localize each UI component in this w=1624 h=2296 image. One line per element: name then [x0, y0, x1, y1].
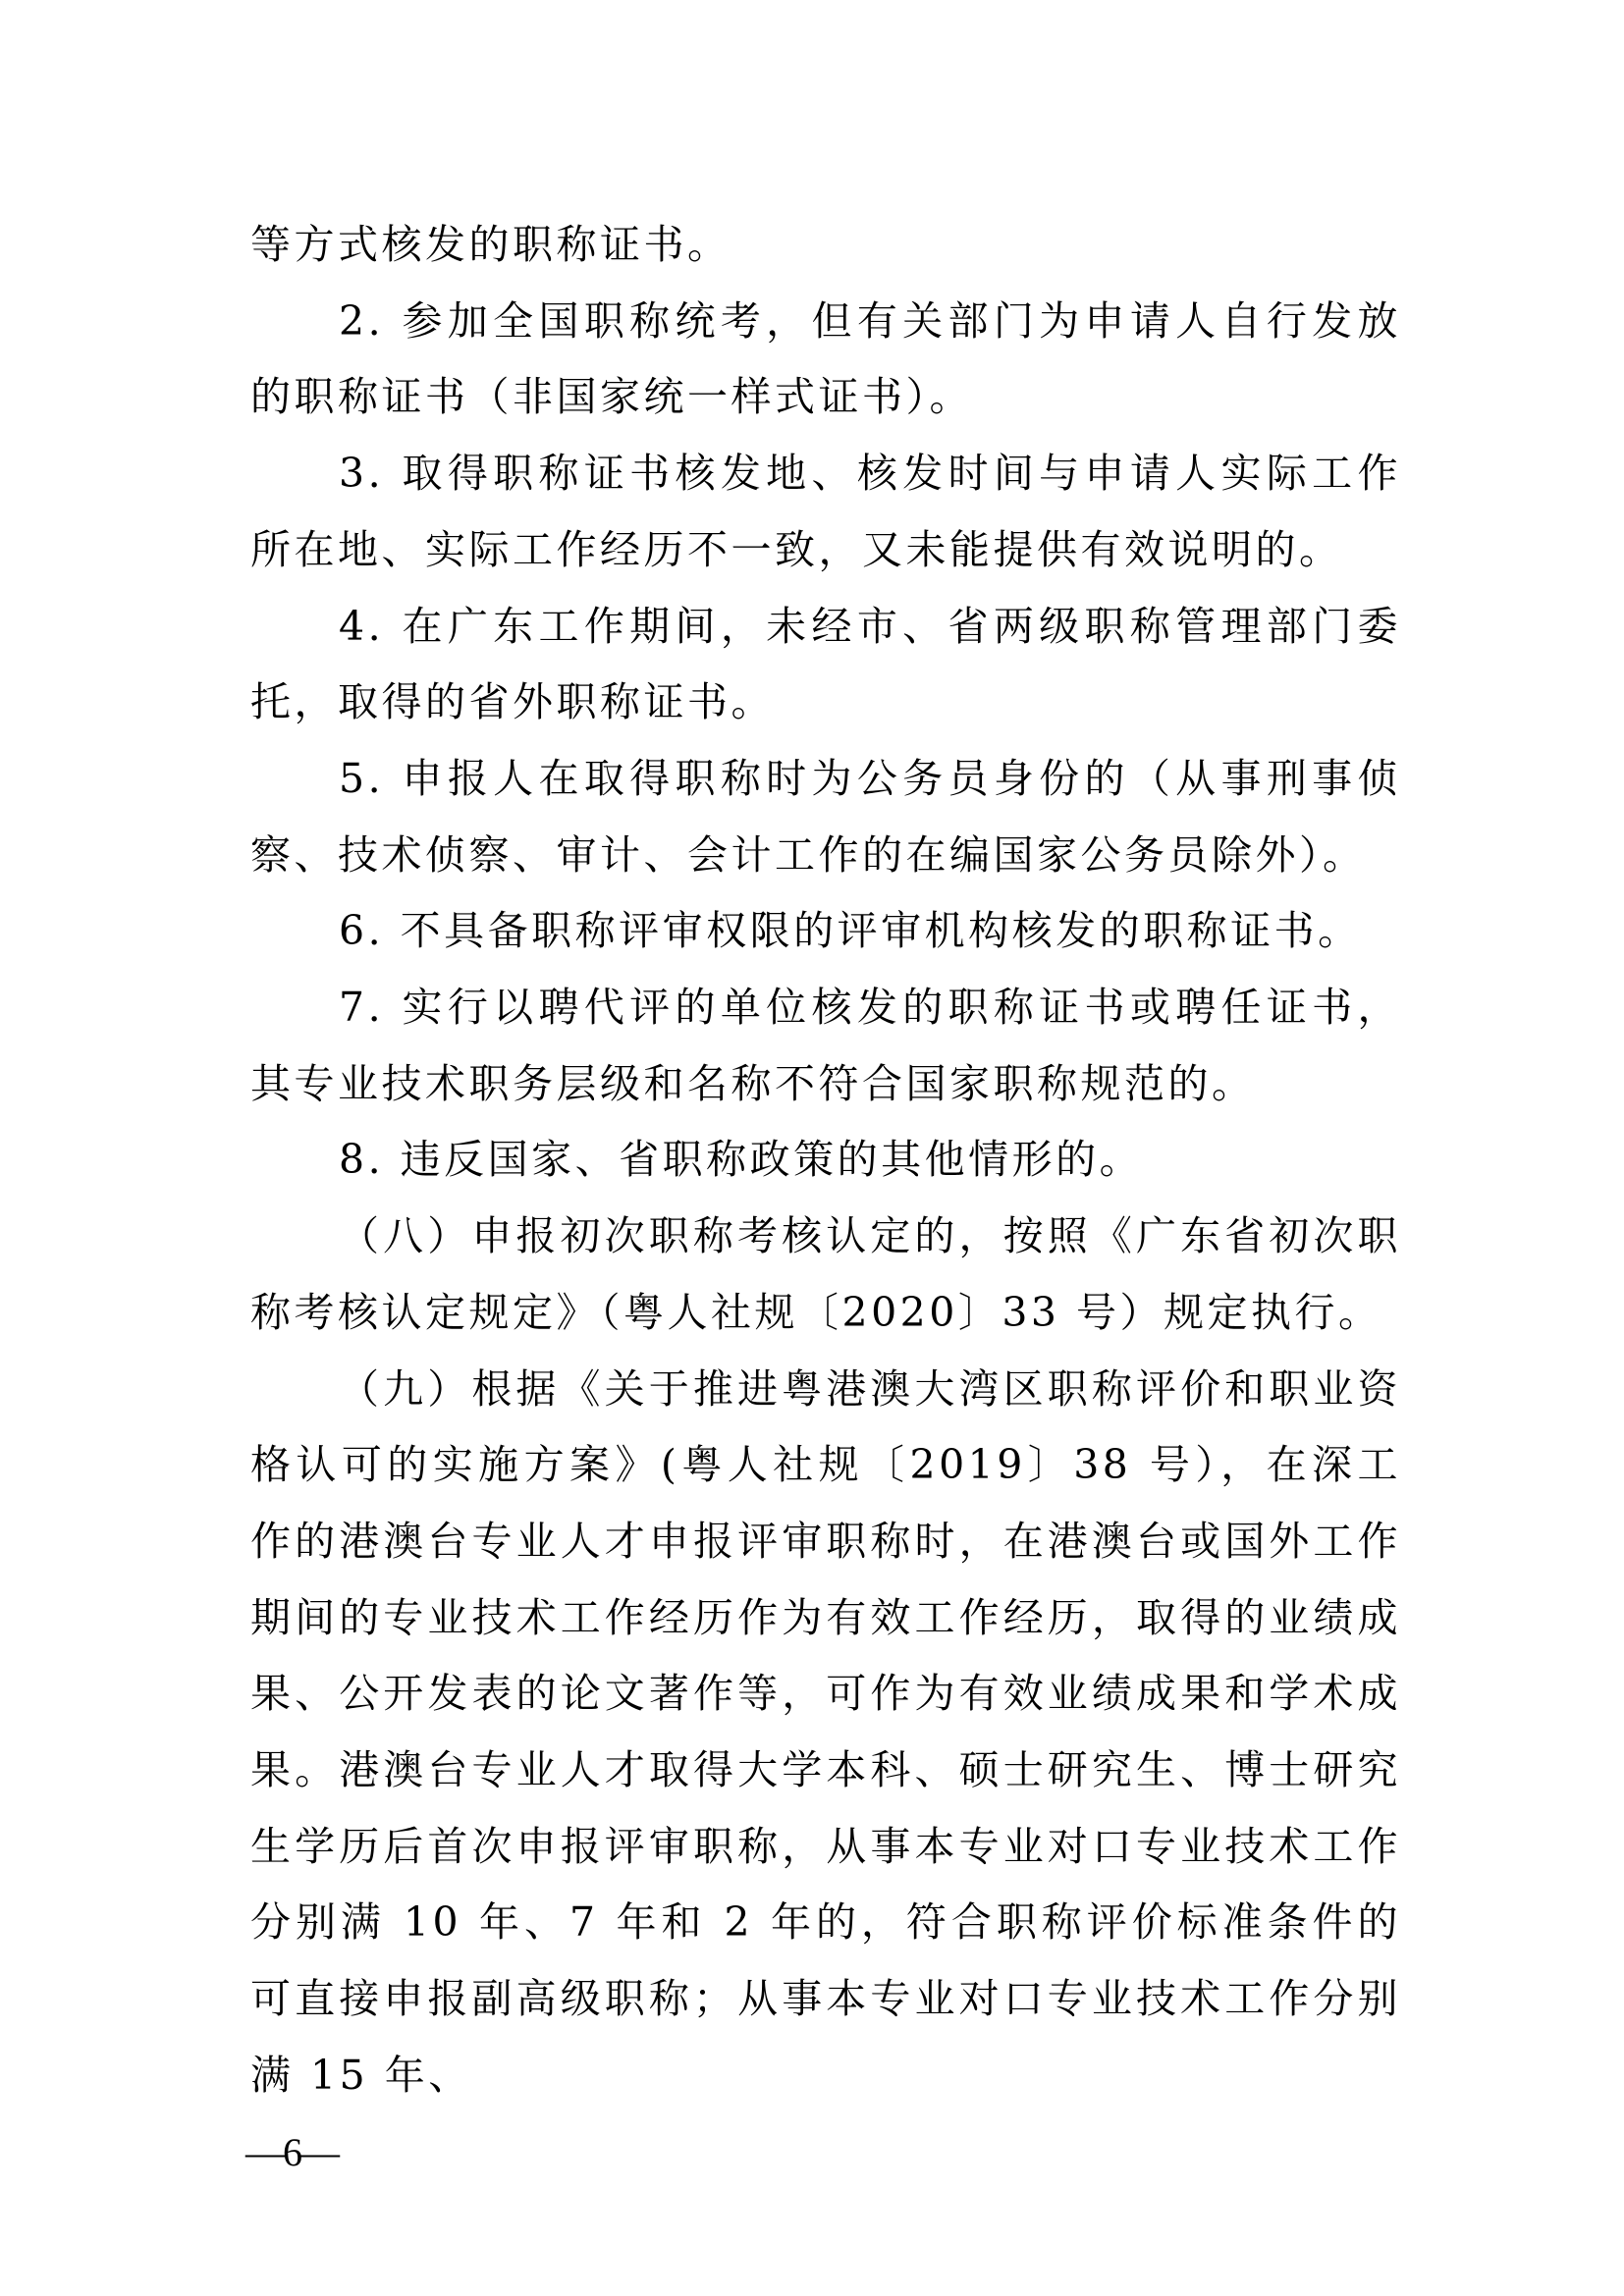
paragraph-item-4: 4. 在广东工作期间，未经市、省两级职称管理部门委托，取得的省外职称证书。 [250, 602, 1401, 726]
paragraph-item-7: 7. 实行以聘代评的单位核发的职称证书或聘任证书，其专业技术职务层级和名称不符合国家职称规范的。 [250, 984, 1401, 1107]
page-number: —6— [245, 2130, 338, 2174]
paragraph-item-8: 8. 违反国家、省职称政策的其他情形的。 [339, 1136, 1144, 1184]
paragraph-item-2: 2. 参加全国职称统考，但有关部门为申请人自行发放的职称证书（非国家统一样式证书）。 [250, 296, 1401, 421]
body-text [250, 207, 1401, 2114]
paragraph-continuation: 等方式核发的职称证书。 [250, 221, 731, 268]
paragraph-item-3: 3. 取得职称证书核发地、核发时间与申请人实际工作所在地、实际工作经历不一致，又未能提供有效说明的。 [250, 450, 1401, 573]
paragraph-item-5: 5. 申报人在取得职称时为公务员身份的（从事刑事侦察、技术侦察、审计、会计工作的在编国家公务员除外）。 [250, 754, 1401, 879]
paragraph-section-8: （八）申报初次职称考核认定的，按照《广东省初次职称考核认定规定》（粤人社规〔2020〕33 号）规定执行。 [250, 1212, 1401, 1336]
paragraph-item-6: 6. 不具备职称评审权限的评审机构核发的职称证书。 [339, 907, 1362, 955]
paragraph-section-9: （九）根据《关于推进粤港澳大湾区职称评价和职业资格认可的实施方案》(粤人社规〔2019〕38 号），在深工作的港澳台专业人才申报评审职称时，在港澳台或国外工作期间的专业技术工作经历作为有效工作经历，取得的业绩成果、公开发表的论文著作等，可作为有效业绩成果和学术成果。港澳台专业人才取得大学本科、硕士研究生、博士研究生学历后首次申报评审职称，从事本专业对口专业技术工作分别满 10 年、7 年和 2 年的，符合职称评价标准条件的可直接申报副高级职称；从事本专业对口专业技术工作分别满 15 年、 [250, 1364, 1401, 2099]
